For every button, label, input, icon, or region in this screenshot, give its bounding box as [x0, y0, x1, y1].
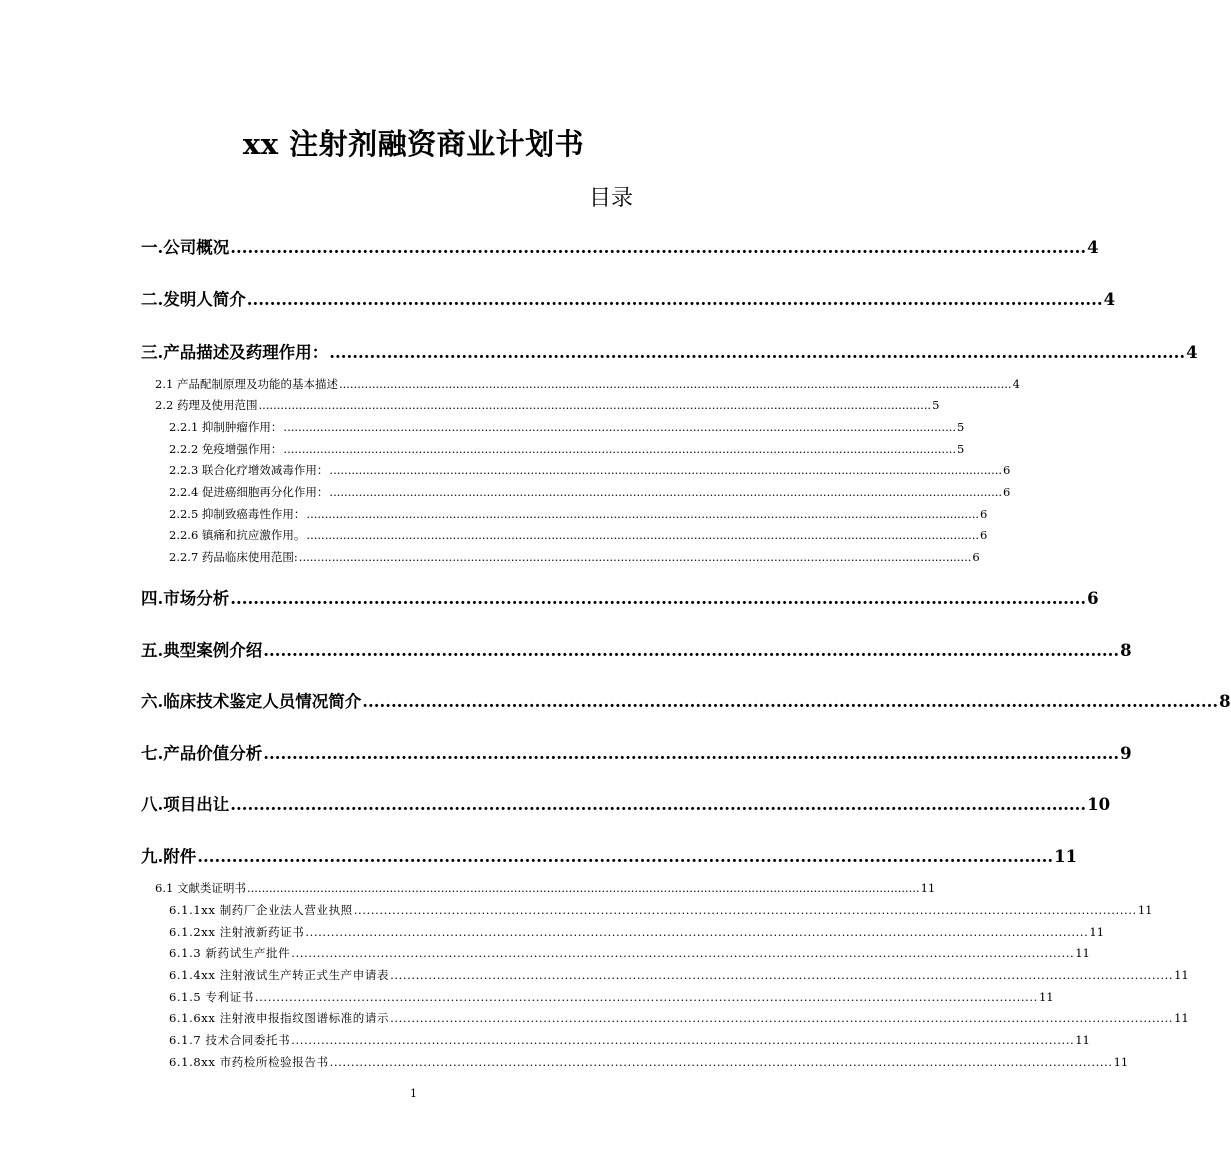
toc-leader-dots: ........................................................................................................................................................................................	[298, 550, 972, 564]
toc-leader-dots: .....................................................................................................................................................	[230, 795, 1087, 814]
toc-entry-label: 公司概况	[163, 238, 230, 257]
toc-entry-page: 6	[1003, 485, 1011, 499]
toc-entry[interactable]	[169, 967, 1189, 983]
toc-leader-dots: ........................................................................................................................................................................................	[329, 463, 1003, 477]
toc-entry[interactable]	[141, 843, 1078, 867]
toc-entry-label: 2.2 药理及使用范围	[155, 398, 258, 412]
toc-entry-number: 八.	[141, 795, 164, 814]
toc-entry-page: 8	[1219, 692, 1231, 711]
toc-entry[interactable]	[155, 376, 1020, 392]
toc-entry-label: 2.2.5 抑制致癌毒性作用：	[169, 507, 306, 521]
toc-leader-dots: ........................................................................................................................................................................................	[329, 1055, 1113, 1069]
toc-leader-dots: .....................................................................................................................................................	[197, 847, 1054, 866]
toc-entry-label: 产品价值分析	[163, 744, 263, 763]
toc-entry-page: 4	[1012, 377, 1020, 391]
toc-leader-dots: ........................................................................................................................................................................................	[306, 528, 980, 542]
toc-entry-page: 4	[1103, 290, 1116, 309]
toc-entry-label: 2.2.4 促进癌细胞再分化作用：	[169, 485, 329, 499]
toc-entry-label: 6.1.4xx 注射液试生产转正式生产申请表	[169, 968, 390, 982]
toc-entry-label: 临床技术鉴定人员情况简介	[163, 692, 362, 711]
toc-entry[interactable]	[141, 637, 1132, 661]
toc-leader-dots: ........................................................................................................................................................................................	[306, 507, 980, 521]
toc-entry[interactable]	[141, 688, 1231, 712]
toc-entry-page: 10	[1087, 795, 1111, 814]
toc-entry-page: 11	[1038, 990, 1054, 1004]
toc-leader-dots: ........................................................................................................................................................................................	[353, 903, 1137, 917]
toc-entry-label: 6.1.5 专利证书	[169, 990, 254, 1004]
toc-entry-page: 11	[1174, 1011, 1189, 1025]
toc-entry-page: 5	[957, 442, 965, 456]
toc-entry-number: 四.	[141, 589, 164, 608]
toc-leader-dots: ........................................................................................................................................................................................	[283, 420, 957, 434]
toc-entry-page: 8	[1120, 641, 1132, 660]
toc-entry-page: 11	[920, 881, 936, 895]
toc-entry[interactable]	[169, 1010, 1189, 1026]
toc-entry-number: 九.	[141, 847, 164, 866]
toc-entry-label: 2.2.6 镇痛和抗应激作用。	[169, 528, 306, 542]
toc-leader-dots: .....................................................................................................................................................	[230, 238, 1087, 257]
toc-entry-label: 6.1.3 新药试生产批件	[169, 946, 291, 960]
toc-entry[interactable]	[141, 286, 1116, 310]
toc-entry-label: 2.1 产品配制原理及功能的基本描述	[155, 377, 338, 391]
toc-entry[interactable]	[169, 484, 1011, 500]
toc-entry-label: 市场分析	[163, 589, 230, 608]
toc-entry-page: 5	[932, 398, 940, 412]
toc-entry[interactable]	[169, 549, 980, 565]
toc-entry[interactable]	[141, 234, 1099, 258]
toc-entry-number: 五.	[141, 641, 164, 660]
toc-entry-label: 项目出让	[163, 795, 230, 814]
toc-leader-dots: ........................................................................................................................................................................................	[258, 398, 932, 412]
toc-entry-page: 11	[1075, 1033, 1090, 1047]
toc-entry-page: 11	[1137, 903, 1153, 917]
document-title: xx 注射剂融资商业计划书	[242, 127, 585, 161]
toc-leader-dots: ........................................................................................................................................................................................	[291, 1033, 1075, 1047]
toc-entry-page: 6	[972, 550, 980, 564]
toc-entry-number: 七.	[141, 744, 164, 763]
toc-leader-dots: .....................................................................................................................................................	[246, 290, 1103, 309]
toc-entry[interactable]	[155, 397, 940, 413]
toc-entry-page: 5	[957, 420, 965, 434]
toc-entry-page: 11	[1174, 968, 1189, 982]
toc-entry-label: 6.1.6xx 注射液申报指纹图谱标准的请示	[169, 1011, 390, 1025]
toc-entry-label: 附件	[163, 847, 197, 866]
toc-entry-label: 6.1.2xx 注射液新药证书	[169, 925, 305, 939]
toc-entry-page: 4	[1186, 343, 1198, 362]
toc-entry[interactable]	[169, 924, 1105, 940]
toc-leader-dots: .....................................................................................................................................................	[263, 641, 1120, 660]
toc-entry-label: 6.1 文献类证明书	[155, 881, 246, 895]
toc-entry-label: 2.2.1 抑制肿瘤作用：	[169, 420, 283, 434]
toc-entry-page: 11	[1054, 847, 1078, 866]
toc-leader-dots: ........................................................................................................................................................................................	[291, 946, 1075, 960]
toc-entry-number: 一.	[141, 238, 164, 257]
toc-entry[interactable]	[169, 441, 965, 457]
toc-heading: 目录	[589, 186, 634, 211]
toc-entry-label: 6.1.7 技术合同委托书	[169, 1033, 291, 1047]
toc-entry-number: 三.	[141, 343, 164, 362]
toc-entry-label: 6.1.8xx 市药检所检验报告书	[169, 1055, 329, 1069]
toc-entry[interactable]	[141, 585, 1099, 609]
toc-entry[interactable]	[169, 1032, 1090, 1048]
toc-entry-number: 二.	[141, 290, 164, 309]
toc-entry-label: 2.2.2 免疫增强作用：	[169, 442, 283, 456]
toc-leader-dots: .....................................................................................................................................................	[362, 692, 1219, 711]
toc-entry[interactable]	[169, 902, 1153, 918]
toc-entry-page: 6	[1087, 589, 1099, 608]
toc-entry-page: 6	[980, 528, 988, 542]
toc-entry[interactable]	[169, 462, 1011, 478]
toc-entry[interactable]	[169, 989, 1054, 1005]
page-number: 1	[410, 1087, 417, 1100]
toc-entry-page: 4	[1087, 238, 1099, 257]
toc-entry[interactable]	[141, 791, 1111, 815]
toc-leader-dots: ........................................................................................................................................................................................	[329, 485, 1003, 499]
toc-entry-page: 6	[1003, 463, 1011, 477]
toc-entry-label: 典型案例介绍	[163, 641, 263, 660]
toc-leader-dots: ........................................................................................................................................................................................	[338, 377, 1012, 391]
toc-entry-label: 产品描述及药理作用：	[163, 343, 329, 362]
toc-leader-dots: .....................................................................................................................................................	[263, 744, 1120, 763]
toc-entry[interactable]	[169, 419, 965, 435]
toc-entry-label: 2.2.3 联合化疗增效减毒作用：	[169, 463, 329, 477]
toc-leader-dots: .....................................................................................................................................................	[230, 589, 1087, 608]
toc-entry-page: 11	[1089, 925, 1105, 939]
toc-entry[interactable]	[155, 880, 936, 896]
toc-entry[interactable]	[169, 527, 988, 543]
toc-entry-page: 11	[1075, 946, 1090, 960]
toc-entry-page: 6	[980, 507, 988, 521]
toc-entry-label: 6.1.1xx 制药厂企业法人营业执照	[169, 903, 353, 917]
toc-leader-dots: ........................................................................................................................................................................................	[390, 968, 1174, 982]
toc-entry-page: 11	[1113, 1055, 1129, 1069]
toc-entry[interactable]	[169, 945, 1090, 961]
toc-entry-label: 2.2.7 药品临床使用范围:	[169, 550, 298, 564]
toc-entry-label: 发明人简介	[163, 290, 246, 309]
toc-entry[interactable]	[169, 506, 988, 522]
toc-entry[interactable]	[141, 339, 1198, 363]
toc-entry[interactable]	[141, 740, 1132, 764]
toc-leader-dots: ........................................................................................................................................................................................	[254, 990, 1038, 1004]
toc-leader-dots: ........................................................................................................................................................................................	[283, 442, 957, 456]
toc-leader-dots: ........................................................................................................................................................................................	[246, 881, 920, 895]
toc-entry[interactable]	[169, 1054, 1129, 1070]
toc-leader-dots: ........................................................................................................................................................................................	[390, 1011, 1174, 1025]
toc-entry-page: 9	[1120, 744, 1132, 763]
toc-leader-dots: .....................................................................................................................................................	[329, 343, 1186, 362]
toc-leader-dots: ........................................................................................................................................................................................	[305, 925, 1089, 939]
toc-entry-number: 六.	[141, 692, 164, 711]
